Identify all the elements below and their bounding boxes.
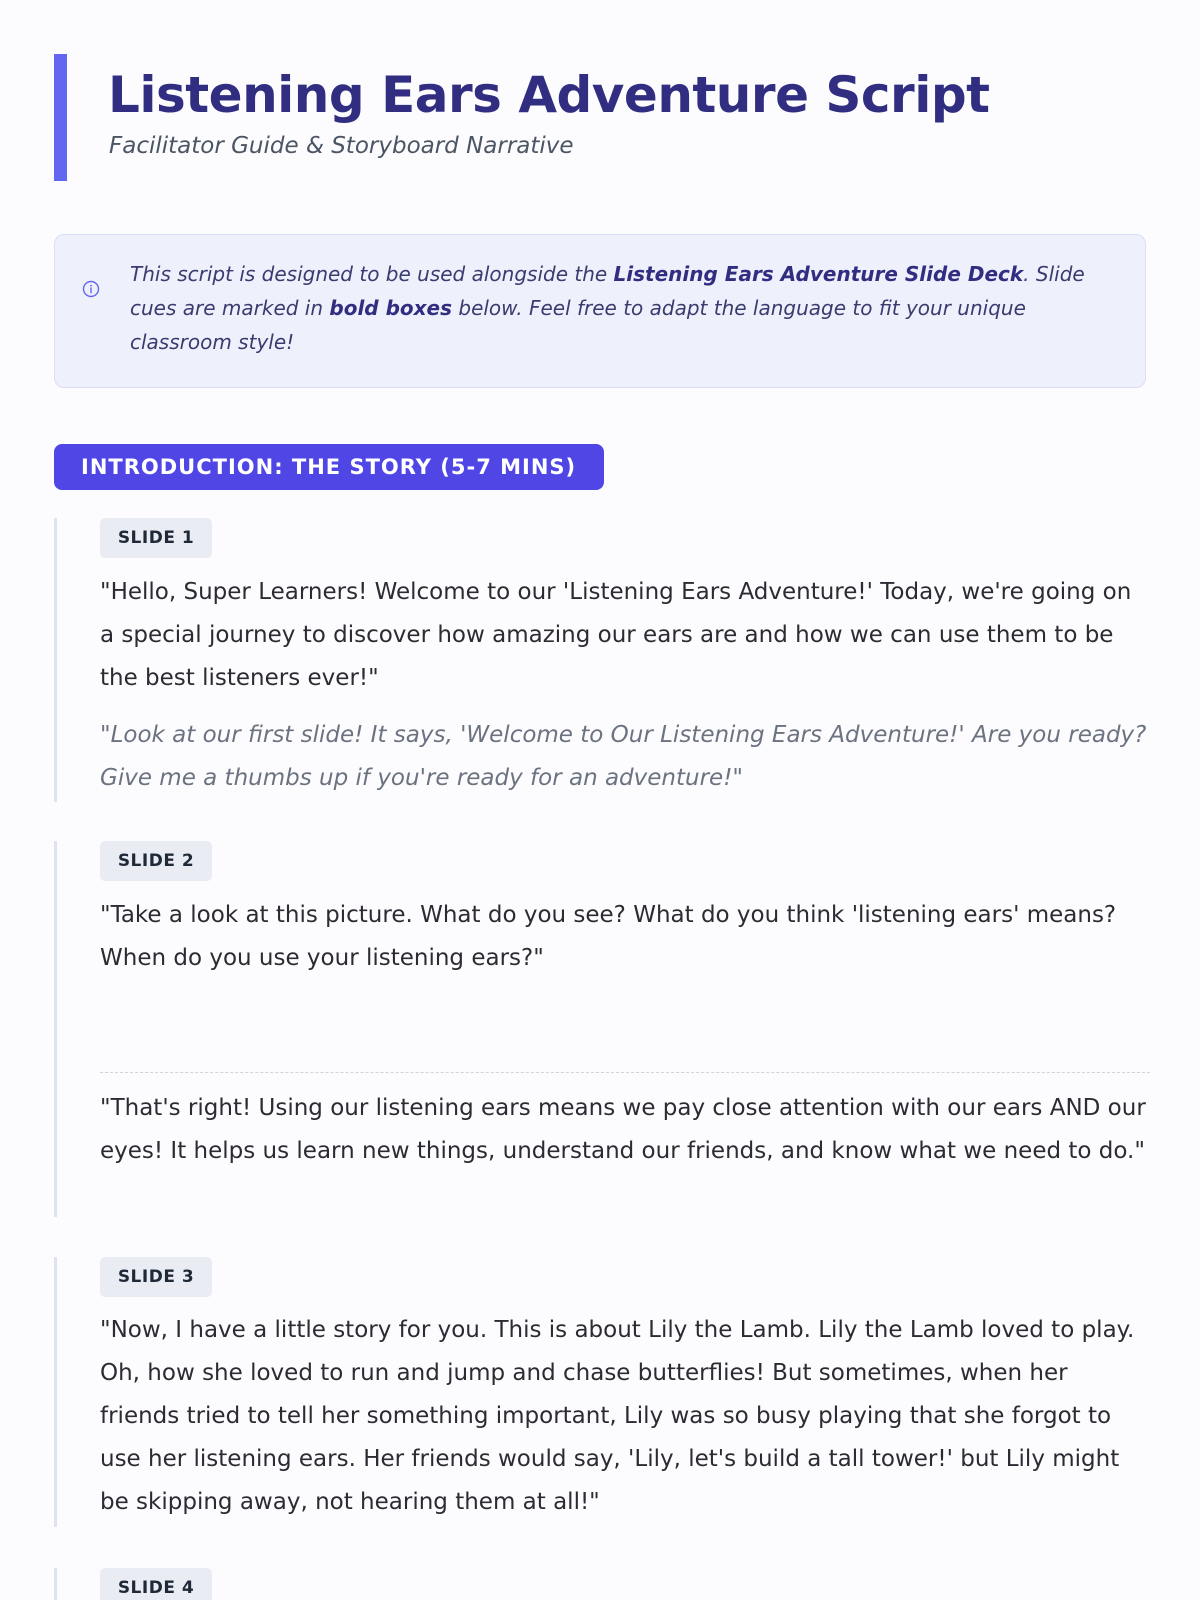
slide-block-1 [54,518,1146,802]
header-accent-bar [54,54,67,181]
slide-block-4 [54,1568,1146,1600]
slide-script: "Now, I have a little story for you. This is about Lily the Lamb. Lily the Lamb loved to play. Oh, how she loved to run and jump and chase butterflies! But sometimes, when her friends tried to tell her something important, Lily was so busy playing that she forgot to use her listening ears. Her friends would say, 'Lily, let's build a tall tower!' but Lily might be skipping away, not hearing them at all!" [100,1317,1135,1515]
slide-block-2 [54,841,1146,1217]
info-icon [82,280,100,298]
note-bold-boxes: bold boxes [329,296,453,320]
slide-script-followup: "That's right! Using our listening ears means we pay close attention with our ears AND our eyes! It helps us learn new things, understand our friends, and know what we need to do." [100,1095,1146,1164]
page-subtitle: Facilitator Guide & Storyboard Narrative [109,133,574,159]
section-header: INTRODUCTION: THE STORY (5-7 MINS) [54,444,604,490]
note-deck-name: Listening Ears Adventure Slide Deck [613,262,1024,286]
section-divider [100,1072,1150,1073]
slide-block-3 [54,1257,1146,1527]
slide-label: SLIDE 1 [100,518,212,558]
slide-script: "Take a look at this picture. What do you see? What do you think 'listening ears' means? When do you use your listening ears?" [100,902,1117,971]
note-text [130,257,1120,359]
document-header [54,54,1144,181]
note-text-part2: . Slide cues are marked in [130,262,1085,320]
note-text-part3: below. Feel free to adapt the language to fit your unique classroom style! [130,296,1026,354]
slide-label: SLIDE 3 [100,1257,212,1297]
page-title: Listening Ears Adventure Script [108,66,990,124]
slide-label: SLIDE 2 [100,841,212,881]
slide-script: "Hello, Super Learners! Welcome to our 'Listening Ears Adventure!' Today, we're going on a special journey to discover how amazing our ears are and how we can use them to be the best listeners ever!" [100,579,1132,691]
slide-label: SLIDE 4 [100,1568,212,1600]
note-text-part1: This script is designed to be used alongside the [130,262,614,286]
slide-cue: "Look at our first slide! It says, 'Welcome to Our Listening Ears Adventure!' Are you ready? Give me a thumbs up if you're ready for an adventure!" [100,722,1147,791]
facilitator-note [54,234,1146,388]
